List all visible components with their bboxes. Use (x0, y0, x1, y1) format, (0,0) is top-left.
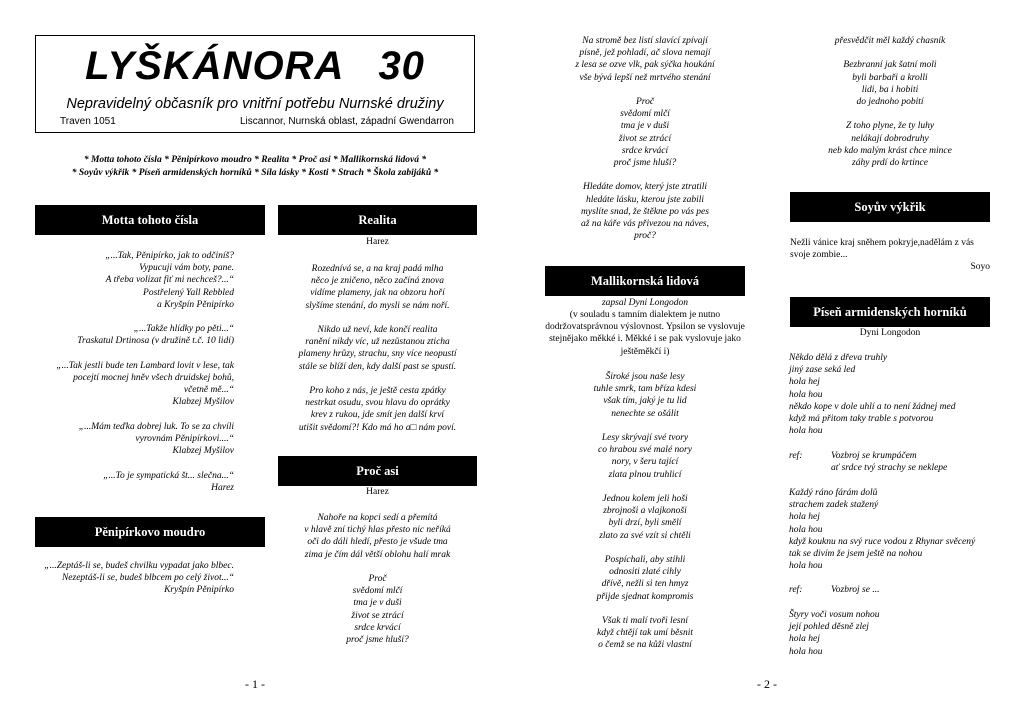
text-line: hola hou (789, 524, 823, 535)
text-line: o čemž se na kůži vlastní (598, 640, 692, 651)
text-line (35, 457, 234, 469)
page-number-left: - 1 - (245, 677, 265, 691)
text-line: (v souladu s tamním dialektem je nutno dodržovat (545, 310, 721, 333)
toc-line-2: * Soyův výkřik * Píseň armidenských horníků * Síla lásky * Kosti * Strach * Škola zabijáků * (71, 168, 439, 178)
text-line: srdce krvácí (354, 622, 401, 633)
text-line: Kryšpín Pěnipírko (164, 585, 234, 596)
text-line: Traskatul Drtinosa (v družině t.č. 10 lidí) (77, 336, 234, 347)
pisen-header: Píseň armidenských horníků (790, 297, 990, 327)
text-line: Pospíchali, aby stihli (604, 555, 686, 566)
text-line: když chtějí tak umí běsnit (596, 628, 694, 639)
text-line: život se ztrácí (351, 610, 404, 621)
refrain-line-1: Vozbroj se krumpáčem (831, 451, 917, 461)
text-line: Však ti malí tvoři lesní (601, 616, 689, 627)
text-line: hola hou (789, 426, 823, 437)
refrain-short: Vozbroj se ... (831, 585, 880, 595)
text-line: Vypucuji vám boty, pane. (139, 263, 234, 274)
text-line: hola hou (789, 646, 823, 657)
pisen-verse-1 (789, 352, 999, 437)
text-line: proč jsme hluší? (613, 158, 677, 169)
text-line: Nikdo už neví, kde končí realita (317, 325, 438, 336)
text-line: hola hej (789, 634, 820, 645)
text-line: Bezbranní jak šatní moli (843, 60, 937, 71)
text-line: hledáte lásku, kterou jste zabili (585, 194, 705, 205)
text-line: přesvědčit měl každý chasník (834, 36, 946, 46)
text-line: „...Mám teďka dobrej luk. To se za chvíli (78, 421, 234, 432)
realita-body (278, 263, 477, 434)
text-line: svědomí mlčí (352, 586, 403, 597)
text-line: a Kryšpín Pěnipírko (156, 299, 234, 310)
text-line: dřívě, nežli si ten hmyz (601, 579, 689, 590)
text-line (545, 603, 745, 615)
proc-asi-body (278, 512, 477, 646)
issue-date: Traven 1051 (60, 116, 116, 127)
proc-asi-continued (545, 35, 745, 242)
text-line: tak se divím že jsem ještě na nohou (789, 549, 923, 560)
text-line: jako měkké i. Měkké i se pak vyslovuje jako ještě (571, 334, 741, 357)
refrain-line-2: ať srdce tvý strachy se neklepe (831, 463, 948, 474)
text-line: Někdo dělá z dřeva truhly (789, 353, 888, 363)
pisen-refrain-2 (789, 584, 999, 596)
text-line: srdce krvácí (621, 145, 669, 156)
text-line: do jednoho pobití (856, 97, 924, 108)
text-line: A třeba volizat fiť mi nechceš?...“ (105, 275, 234, 286)
text-line: „...Tak, Pěnipírko, jak to odčiníš? (105, 251, 234, 261)
text-line (790, 47, 990, 59)
text-line: myslíte snad, že štěkne po vás pes (581, 206, 709, 217)
text-line: Jednou kolem jeli hoši (602, 494, 688, 505)
text-line: Rozednívá se, a na kraj padá mlha (311, 264, 444, 274)
realita-author: Harez (366, 237, 389, 247)
text-line (545, 169, 745, 181)
text-line: hola hej (789, 377, 820, 388)
text-line (278, 312, 477, 324)
text-line (35, 311, 234, 323)
text-line: Lesy skrývají své tvory (601, 433, 689, 444)
text-line: hola hej (789, 512, 820, 523)
text-line: nory, v šeru tající (611, 457, 679, 468)
motta-body (35, 250, 234, 494)
text-line: Postřelený Yall Rebbled (143, 287, 234, 298)
text-line (35, 409, 234, 421)
text-line: její pohled děsně zlej (789, 622, 869, 633)
lidova-body (545, 371, 745, 652)
text-line (790, 108, 990, 120)
soyuv-body (790, 237, 990, 261)
lidova-continued (790, 35, 990, 169)
text-line: tma je v duši (353, 598, 402, 609)
text-line: tma je v duši (620, 121, 670, 132)
soyuv-author: Soyo (970, 262, 990, 272)
text-line: proč jsme hluší? (346, 635, 409, 646)
refrain-label-2: ref: (789, 585, 803, 595)
issue-number: 30 (378, 44, 425, 88)
pisen-refrain-1 (789, 450, 999, 474)
text-line: něco je zničeno, něco začíná znova (311, 276, 444, 287)
text-line: Nahoře na kopci sedí a přemítá (317, 513, 438, 523)
refrain-label: ref: (789, 451, 803, 461)
motta-header: Motta tohoto čísla (35, 205, 265, 235)
text-line: Hledáte domov, který jste ztratili (582, 182, 708, 193)
realita-header: Realita (278, 205, 477, 235)
text-line: Štyry voči vosum nohou (789, 610, 880, 620)
text-line: záhy prdí do krtince (852, 158, 928, 169)
text-line: tuhle smrk, tam bříza kdesi (593, 384, 697, 395)
moudro-header: Pěnipírkovo moudro (35, 517, 265, 547)
text-line: někdo kope v dole uhlí a to není žádnej med (789, 401, 956, 412)
pisen-verse-2 (789, 487, 999, 572)
text-line: nenechte se ošálit (611, 408, 679, 419)
text-line: Z toho plyne, že ty luhy (845, 121, 935, 132)
masthead-subtitle: Nepravidelný občasník pro vnitřní potřebu Nurnské družiny (66, 96, 444, 112)
soyuv-header: Soyův výkřik (790, 192, 990, 222)
masthead (35, 35, 475, 133)
text-line: nestrkat osudu, svou hlavu do oprátky (305, 398, 450, 409)
text-line: Klabzej Myšilov (172, 397, 234, 408)
text-line (545, 84, 745, 96)
text-line: proč? (634, 231, 656, 242)
text-line: oči do dáli hledí, přesto je všude tma (307, 537, 448, 548)
proc-asi-header: Proč asi (278, 456, 477, 486)
text-line: krev z rukou, jde smít jen další krví (310, 410, 445, 421)
text-line: Nežli vánice kraj sněhem pokryje, (790, 238, 921, 248)
text-line: jiný zase seká led (789, 365, 856, 376)
text-line: nelákají dobrodruhy (851, 133, 929, 144)
text-line: když kouknu na svý ruce vodou z Rhynar svěcený (789, 536, 976, 547)
text-line: hola hou (789, 561, 823, 572)
text-line: co hrabou své malé nory (598, 445, 692, 456)
text-line: strachem zadek stažený (789, 500, 879, 511)
text-line: Na stromě bez listí slavící zpívají (582, 36, 708, 46)
masthead-title (36, 44, 474, 89)
text-line: když má přitom taky trable s potvorou (789, 414, 934, 425)
text-line: hola hou (789, 389, 823, 400)
text-line: vidíme plameny, jak na obzoru hoří (310, 288, 445, 299)
text-line: ranění nikdy víc, už nezůstanou zticha (305, 337, 450, 348)
text-line: Klabzej Myšilov (172, 446, 234, 457)
moudro-body (30, 560, 234, 597)
text-line: „...To je sympatická št... slečna...“ (103, 470, 234, 481)
text-line: Proč (635, 97, 655, 108)
text-line: vyrovnám Pěnipírkovi....“ (135, 434, 234, 445)
issue-place: Liscannor, Nurnská oblast, západní Gwendarron (239, 116, 454, 127)
lidova-header: Mallikornská lidová (545, 266, 745, 296)
text-line: zlata plnou truhlicí (608, 469, 682, 480)
text-line: byli drzí, byli smělí (608, 518, 682, 529)
text-line: plameny hrůzy, strachu, sny více neopustí (298, 349, 457, 360)
text-line: utišit svědomí?! Kdo má ho a□ nám poví. (298, 422, 457, 433)
text-line: však tím, jaký je tu lid (603, 396, 687, 407)
text-line: Proč (368, 574, 387, 585)
text-line: „...Zeptáš-li se, budeš chvilku vypadat jako blbec. (44, 561, 234, 571)
text-line: přijde sjednat kompromis (596, 591, 694, 602)
text-line (545, 481, 745, 493)
text-line: „...Tak jestli bude ten Lambard lovit v lese, tak (56, 360, 234, 371)
text-line: lidi, ba i hobiti (861, 84, 919, 95)
text-line: Harez (211, 482, 234, 493)
text-line: neb kdo malým krást chce mince (828, 145, 952, 156)
page-number-right: - 2 - (757, 677, 777, 691)
text-line: stále se blíží den, kdy další past se spustí. (298, 361, 457, 372)
text-line: Pro koho z nás, je ještě cesta zpátky (309, 386, 446, 397)
text-line: svědomí mlčí (620, 109, 670, 120)
text-line: zbrojnoši a vlajkonoši (603, 506, 687, 517)
text-line: odnositi zlaté cihly (609, 567, 681, 578)
pisen-author: Dyni Longodon (859, 328, 921, 338)
text-line (278, 373, 477, 385)
text-line: měkčí i) (638, 346, 670, 357)
text-line: zima je čím dál větší oblohu halí mrak (304, 549, 451, 560)
text-line: písně, jež pohladí, ač slova nemají (579, 48, 711, 59)
text-line: Nezeptáš-li se, budeš blbcem po celý život...“ (61, 573, 234, 584)
lidova-intro (540, 309, 750, 358)
text-line: z lesa se ozve vlk, pak sýčka houkání (575, 60, 715, 71)
text-line: slyšíme stenání, do mysli se nám noří. (305, 300, 450, 311)
text-line: včetně mě...“ (183, 385, 234, 396)
text-line: správnou výslovnost. Ypsilon se vyslovuje stejně (549, 322, 745, 345)
text-line (545, 542, 745, 554)
text-line: Každý ráno fárám dolů (789, 488, 878, 498)
text-line (35, 348, 234, 360)
text-line: „...Takže hlídky po pěti...“ (133, 324, 234, 335)
text-line: život se ztrácí (618, 133, 672, 144)
text-line (545, 420, 745, 432)
pisen-verse-3 (789, 609, 999, 658)
text-line: byli barbaři a krolli (852, 72, 928, 83)
text-line: až na káře vás přivezou na náves, (581, 219, 709, 230)
text-line: v hlavě zní tichý hlas přesto nic neříká (304, 525, 451, 536)
text-line: vše bývá lepší než mrtvého stenání (579, 72, 711, 83)
toc-line-1: * Motta tohoto čísla * Pěnipírkovo moudro * Realita * Proč asi * Mallikornská lidová * (83, 155, 427, 165)
text-line (278, 561, 477, 573)
text-line: nadělám z vás svoje zombie... (790, 238, 974, 261)
text-line: zlato za své vzít si chtěli (599, 530, 691, 541)
proc-asi-author: Harez (366, 487, 389, 497)
title-text: LYŠKÁNORA (85, 44, 345, 88)
lidova-author: zapsal Dyni Longodon (601, 298, 689, 308)
text-line: Široké jsou naše lesy (605, 372, 685, 382)
text-line: pocejtí mocnej hněv všech druidskej bohů, (73, 373, 234, 384)
